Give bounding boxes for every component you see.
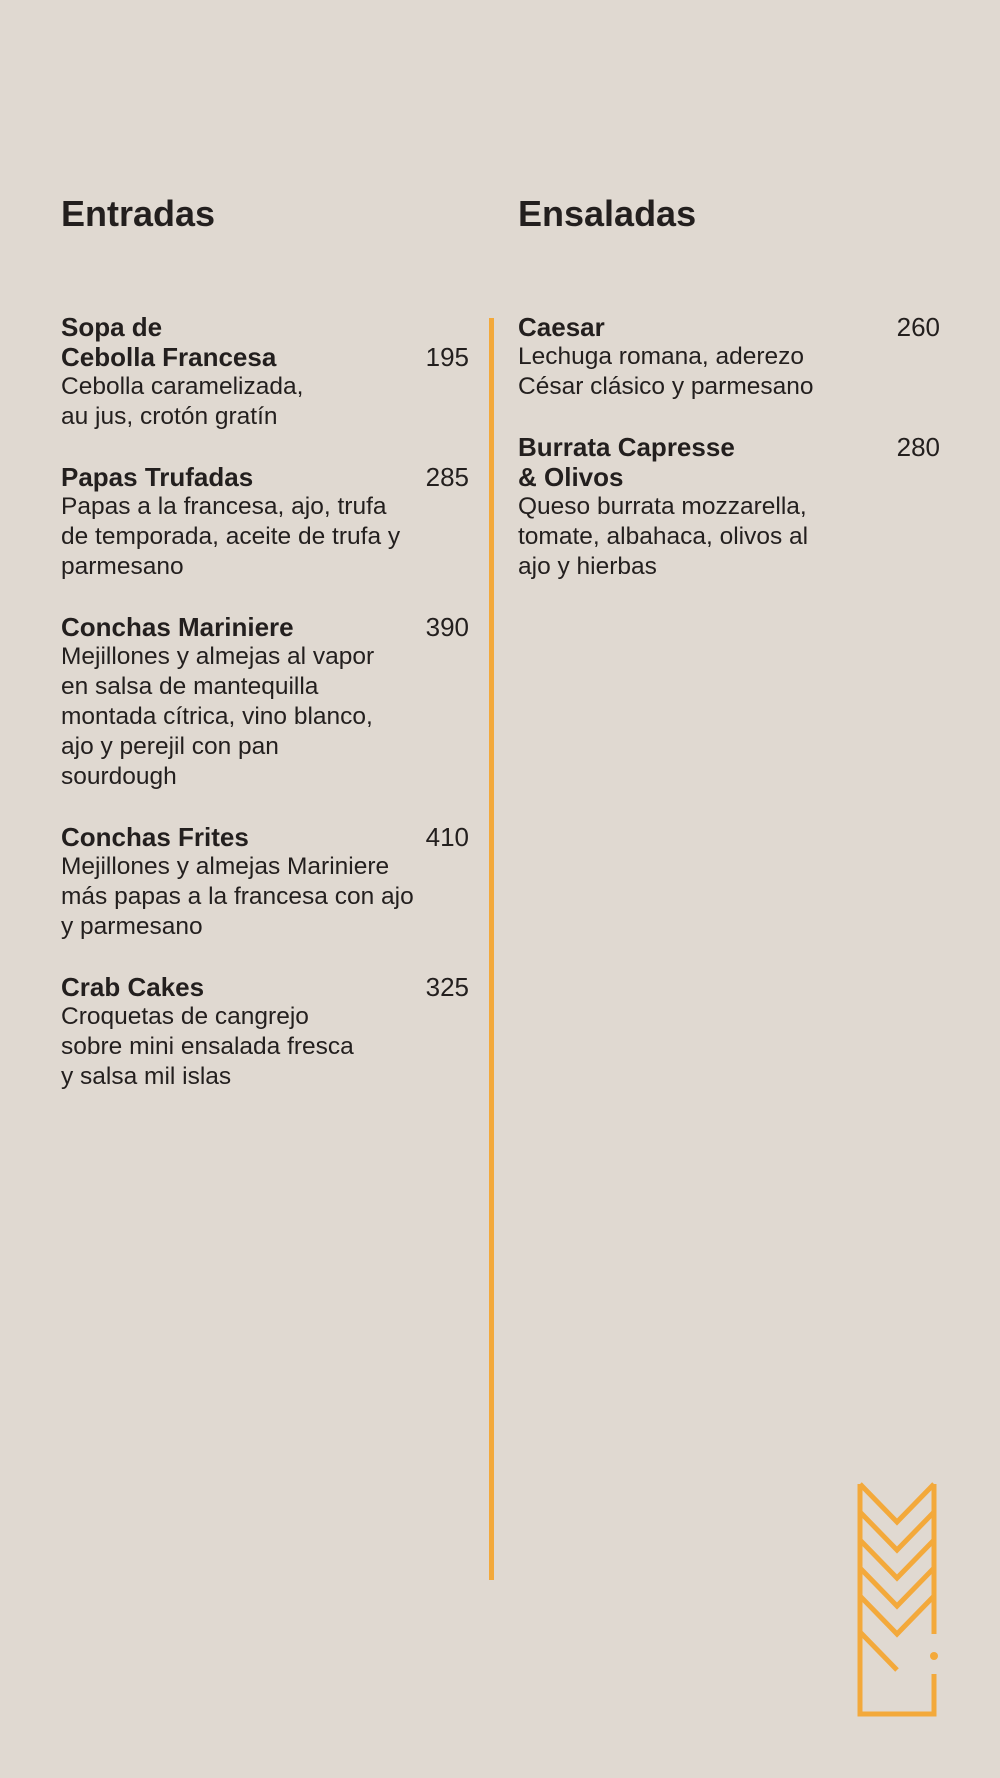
item-description: Mejillones y almejas al vapor en salsa de mantequilla montada cítrica, vino blanco, ajo y perejil con pan sourdough: [61, 643, 375, 790]
section-title-entradas: Entradas: [61, 193, 216, 234]
item-description: Lechuga romana, aderezo César clásico y parmesano: [518, 343, 814, 400]
menu-item: [518, 312, 940, 402]
section-title-ensaladas: Ensaladas: [518, 193, 697, 234]
menu-column-ensaladas: [518, 312, 940, 612]
item-price: 390: [425, 612, 469, 642]
item-price: 260: [896, 312, 940, 342]
menu-item: [61, 612, 469, 792]
item-description: Cebolla caramelizada, au jus, crotón gratín: [61, 373, 304, 430]
menu-item: [518, 432, 940, 582]
item-name: Conchas Mariniere: [61, 612, 294, 642]
item-description: Queso burrata mozzarella, tomate, albahaca, olivos al ajo y hierbas: [518, 493, 809, 580]
item-name: Burrata Capresse & Olivos: [518, 432, 735, 492]
menu-item: [61, 312, 469, 432]
item-name: Conchas Frites: [61, 822, 249, 852]
item-price: 285: [425, 462, 469, 492]
menu-item: [61, 822, 469, 942]
item-price: 325: [425, 972, 469, 1002]
item-name: Crab Cakes: [61, 972, 205, 1002]
column-divider: [489, 318, 494, 1580]
item-name: Caesar: [518, 312, 605, 342]
item-name: Papas Trufadas: [61, 462, 254, 492]
item-price: 280: [896, 432, 940, 462]
item-price: 410: [425, 822, 469, 852]
item-description: Croquetas de cangrejo sobre mini ensalada fresca y salsa mil islas: [61, 1003, 354, 1090]
menu-item: [61, 462, 469, 582]
item-name: Sopa de Cebolla Francesa: [61, 312, 277, 372]
item-description: Mejillones y almejas Mariniere más papas a la francesa con ajo y parmesano: [61, 853, 414, 940]
wheat-logo-icon: [856, 1482, 938, 1718]
item-price: 195: [425, 342, 469, 372]
menu-item: [61, 972, 469, 1092]
item-description: Papas a la francesa, ajo, trufa de temporada, aceite de trufa y parmesano: [61, 493, 401, 580]
menu-column-entradas: [61, 312, 469, 1122]
